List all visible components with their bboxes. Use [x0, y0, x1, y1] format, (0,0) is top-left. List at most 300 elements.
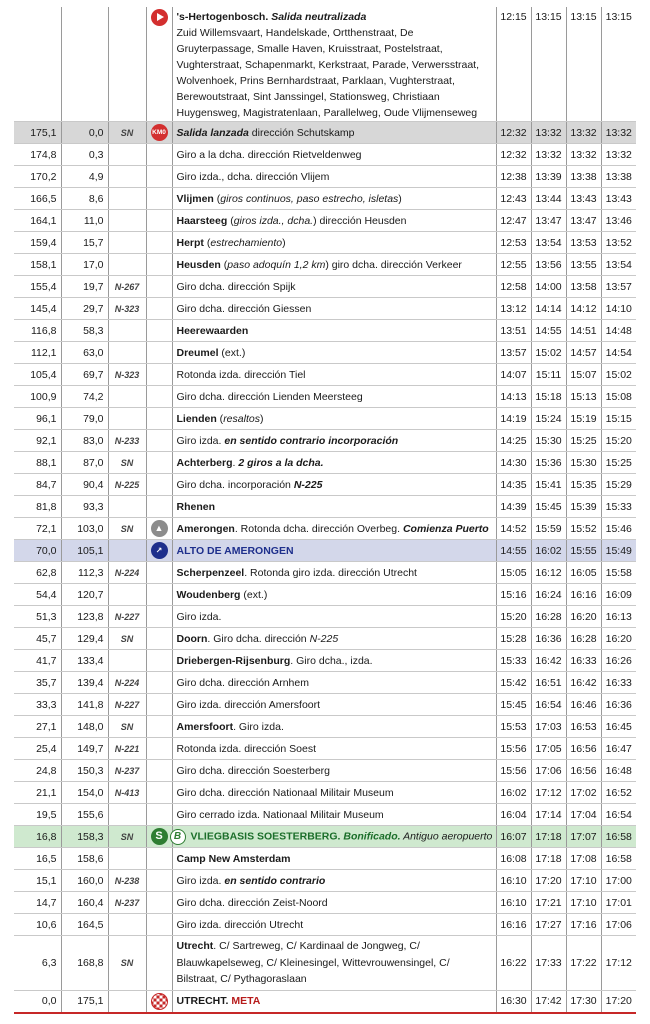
location-cell — [172, 144, 496, 166]
time-4: 13:52 — [601, 232, 636, 254]
row-icon-cell — [146, 848, 172, 870]
time-4: 15:25 — [601, 452, 636, 474]
km-to-go: 72,1 — [14, 518, 61, 540]
time-3: 16:16 — [566, 584, 601, 606]
time-3: 16:33 — [566, 650, 601, 672]
header-caption — [296, 0, 353, 1]
time-2: 13:47 — [531, 210, 566, 232]
time-1: 15:45 — [496, 694, 531, 716]
time-3: 15:07 — [566, 364, 601, 386]
location-text-segment: . Giro dcha., izda. — [290, 654, 373, 667]
time-1: 15:33 — [496, 650, 531, 672]
row-icon-cell — [146, 892, 172, 914]
km-to-go: 145,4 — [14, 298, 61, 320]
location-text-segment: en sentido contrario — [224, 874, 326, 887]
location-cell — [172, 804, 496, 826]
road-code — [108, 386, 146, 408]
location-text-segment: Giro cerrado izda. Nationaal Militair Museum — [176, 808, 384, 821]
km-done: 19,7 — [61, 276, 108, 298]
km-done: 87,0 — [61, 452, 108, 474]
row-icon-cell — [146, 122, 172, 144]
row-icon-cell — [146, 628, 172, 650]
km-to-go: 16,8 — [14, 826, 61, 848]
time-1: 16:08 — [496, 848, 531, 870]
location-text-segment: 2 giros a la dcha. — [238, 456, 324, 469]
time-4: 16:47 — [601, 738, 636, 760]
time-2: 17:05 — [531, 738, 566, 760]
road-code: N-323 — [108, 298, 146, 320]
km-done: 0,3 — [61, 144, 108, 166]
location-cell — [172, 320, 496, 342]
time-3: 16:53 — [566, 716, 601, 738]
table-row — [14, 826, 636, 848]
location-text-segment: resaltos — [223, 412, 260, 425]
table-row — [14, 144, 636, 166]
time-3: 16:56 — [566, 760, 601, 782]
time-1: 16:22 — [496, 936, 531, 991]
time-4: 13:57 — [601, 276, 636, 298]
location-cell — [172, 386, 496, 408]
time-3: 15:13 — [566, 386, 601, 408]
time-2: 17:14 — [531, 804, 566, 826]
time-1: 12:32 — [496, 122, 531, 144]
km-done: 141,8 — [61, 694, 108, 716]
road-code: N-267 — [108, 276, 146, 298]
km-to-go: 35,7 — [14, 672, 61, 694]
table-row — [14, 694, 636, 716]
km-to-go: 100,9 — [14, 386, 61, 408]
time-1: 16:07 — [496, 826, 531, 848]
time-1: 16:30 — [496, 990, 531, 1013]
time-2: 13:32 — [531, 144, 566, 166]
km-to-go: 10,6 — [14, 914, 61, 936]
road-code — [108, 990, 146, 1013]
row-icon-cell — [146, 188, 172, 210]
time-2: 15:11 — [531, 364, 566, 386]
location-text-segment: ( — [213, 192, 221, 205]
road-code: N-233 — [108, 430, 146, 452]
row-icon-cell — [146, 232, 172, 254]
location-cell — [172, 990, 496, 1013]
location-text-segment: ALTO DE AMERONGEN — [176, 544, 294, 557]
location-text-segment: Comienza Puerto — [402, 522, 489, 535]
time-1: 12:15 — [496, 7, 531, 122]
location-text-segment: Salida lanzada — [176, 126, 249, 139]
time-1: 16:16 — [496, 914, 531, 936]
location-cell — [172, 496, 496, 518]
time-3: 17:10 — [566, 892, 601, 914]
time-4: 17:12 — [601, 936, 636, 991]
location-text-segment: Giro izda. — [176, 434, 225, 447]
location-text-segment: Rotonda izda. dirección Tiel — [176, 368, 306, 381]
location-cell — [172, 782, 496, 804]
time-1: 15:56 — [496, 760, 531, 782]
location-text-segment: (ext.) — [240, 588, 268, 601]
location-text-segment: ) — [398, 192, 402, 205]
road-code: SN — [108, 936, 146, 991]
km-done: 93,3 — [61, 496, 108, 518]
time-4: 16:58 — [601, 826, 636, 848]
time-4: 15:49 — [601, 540, 636, 562]
location-text-segment: en sentido contrario incorporación — [224, 434, 399, 447]
row-icon-cell — [146, 782, 172, 804]
km-done: 63,0 — [61, 342, 108, 364]
km-done: 105,1 — [61, 540, 108, 562]
time-1: 14:39 — [496, 496, 531, 518]
location-text-segment: Giro izda. — [176, 874, 225, 887]
km-to-go: 170,2 — [14, 166, 61, 188]
time-2: 17:12 — [531, 782, 566, 804]
time-2: 13:15 — [531, 7, 566, 122]
km-to-go: 158,1 — [14, 254, 61, 276]
row-icon-cell — [146, 694, 172, 716]
road-code: SN — [108, 826, 146, 848]
km-done: 123,8 — [61, 606, 108, 628]
km-done: 158,3 — [61, 826, 108, 848]
time-4: 16:36 — [601, 694, 636, 716]
km-done: 58,3 — [61, 320, 108, 342]
km-to-go: 92,1 — [14, 430, 61, 452]
time-3: 17:04 — [566, 804, 601, 826]
row-icon-cell — [146, 144, 172, 166]
km-done: 168,8 — [61, 936, 108, 991]
location-cell — [172, 276, 496, 298]
location-cell — [172, 760, 496, 782]
road-code: N-237 — [108, 892, 146, 914]
location-text-segment: Giro a la dcha. dirección Rietveldenweg — [176, 148, 362, 161]
location-text-segment: Amerongen — [176, 522, 235, 535]
location-cell — [172, 474, 496, 496]
location-text-segment: Driebergen-Rijsenburg — [176, 654, 291, 667]
km-done: 69,7 — [61, 364, 108, 386]
location-cell — [172, 298, 496, 320]
time-2: 15:24 — [531, 408, 566, 430]
time-3: 15:19 — [566, 408, 601, 430]
road-code — [108, 342, 146, 364]
location-text-segment: estrechamiento — [210, 236, 283, 249]
location-text-segment: ) dirección Heusden — [313, 214, 407, 227]
road-code — [108, 166, 146, 188]
row-icon-cell — [146, 496, 172, 518]
time-4: 13:32 — [601, 122, 636, 144]
table-row — [14, 474, 636, 496]
km-to-go: 0,0 — [14, 990, 61, 1013]
location-text-segment: giros continuos, paso estrecho, isletas — [220, 192, 399, 205]
row-icon-cell — [146, 606, 172, 628]
table-row — [14, 166, 636, 188]
km-to-go — [14, 7, 61, 122]
road-code — [108, 188, 146, 210]
km-done: 160,0 — [61, 870, 108, 892]
row-icon-cell — [146, 210, 172, 232]
time-1: 16:10 — [496, 870, 531, 892]
location-cell — [172, 892, 496, 914]
time-3: 16:42 — [566, 672, 601, 694]
table-row — [14, 892, 636, 914]
km-to-go: 6,3 — [14, 936, 61, 991]
time-1: 16:02 — [496, 782, 531, 804]
location-text-segment: . — [232, 456, 239, 469]
km-done: 103,0 — [61, 518, 108, 540]
table-row — [14, 738, 636, 760]
location-cell — [172, 672, 496, 694]
km-to-go: 88,1 — [14, 452, 61, 474]
time-3: 13:32 — [566, 122, 601, 144]
km-done: 90,4 — [61, 474, 108, 496]
km-to-go: 175,1 — [14, 122, 61, 144]
km-done: 158,6 — [61, 848, 108, 870]
time-3: 13:38 — [566, 166, 601, 188]
row-icon-cell — [146, 914, 172, 936]
location-text-segment: Achterberg — [176, 456, 233, 469]
time-4: 16:20 — [601, 628, 636, 650]
time-2: 13:39 — [531, 166, 566, 188]
row-icon-cell — [146, 870, 172, 892]
time-4: 15:20 — [601, 430, 636, 452]
km-done: 17,0 — [61, 254, 108, 276]
km-to-go: 15,1 — [14, 870, 61, 892]
time-3: 17:10 — [566, 870, 601, 892]
location-text-segment: paso adoquín 1,2 km — [227, 258, 326, 271]
time-1: 15:20 — [496, 606, 531, 628]
road-code — [108, 232, 146, 254]
time-4: 13:43 — [601, 188, 636, 210]
row-icon-cell — [146, 738, 172, 760]
start-neutral-icon — [151, 9, 168, 26]
location-cell — [172, 650, 496, 672]
time-2: 16:51 — [531, 672, 566, 694]
location-text-segment: N-225 — [293, 478, 323, 491]
road-code: N-237 — [108, 760, 146, 782]
km-done: 150,3 — [61, 760, 108, 782]
location-text-segment: Haarsteeg — [176, 214, 228, 227]
time-4: 13:46 — [601, 210, 636, 232]
time-3: 17:08 — [566, 848, 601, 870]
time-1: 12:47 — [496, 210, 531, 232]
time-2: 14:14 — [531, 298, 566, 320]
table-row — [14, 386, 636, 408]
time-2: 17:21 — [531, 892, 566, 914]
time-4: 14:48 — [601, 320, 636, 342]
location-cell — [172, 936, 496, 991]
start-note: Salida neutralizada — [271, 11, 367, 23]
location-text-segment: (ext.) — [218, 346, 246, 359]
time-2: 16:42 — [531, 650, 566, 672]
km-to-go: 174,8 — [14, 144, 61, 166]
time-3: 15:30 — [566, 452, 601, 474]
location-text-segment: Camp New Amsterdam — [176, 852, 291, 865]
time-3: 16:20 — [566, 606, 601, 628]
km-done: 8,6 — [61, 188, 108, 210]
location-cell — [172, 7, 496, 122]
finish-flag-icon — [151, 993, 168, 1010]
road-code: N-221 — [108, 738, 146, 760]
km-to-go: 105,4 — [14, 364, 61, 386]
location-text-segment: VLIEGBASIS SOESTERBERG. — [190, 830, 341, 843]
road-code — [108, 144, 146, 166]
row-icon-cell — [146, 716, 172, 738]
row-icon-cell — [146, 342, 172, 364]
road-code: N-238 — [108, 870, 146, 892]
time-2: 15:02 — [531, 342, 566, 364]
location-cell — [172, 518, 496, 540]
location-text-segment: Dreumel — [176, 346, 219, 359]
row-icon-cell — [146, 7, 172, 122]
location-cell — [172, 452, 496, 474]
km-done: 11,0 — [61, 210, 108, 232]
km-done: 133,4 — [61, 650, 108, 672]
road-code — [108, 650, 146, 672]
row-icon-cell — [146, 936, 172, 991]
time-3: 16:05 — [566, 562, 601, 584]
km-to-go: 45,7 — [14, 628, 61, 650]
row-icon-cell — [146, 166, 172, 188]
km-to-go: 70,0 — [14, 540, 61, 562]
time-4: 14:54 — [601, 342, 636, 364]
location-text-segment: ( — [227, 214, 234, 227]
time-4: 16:45 — [601, 716, 636, 738]
table-row — [14, 188, 636, 210]
table-row — [14, 298, 636, 320]
km-done: 148,0 — [61, 716, 108, 738]
time-1: 13:12 — [496, 298, 531, 320]
location-text-segment: . Rotonda giro izda. dirección Utrecht — [244, 566, 417, 579]
location-cell — [172, 188, 496, 210]
time-2: 17:42 — [531, 990, 566, 1013]
time-3: 15:25 — [566, 430, 601, 452]
mountain-icon: ▲ — [151, 520, 168, 537]
location-text-segment: Giro izda., dcha. dirección Vlijem — [176, 170, 330, 183]
location-text-segment: Giro dcha. dirección Spijk — [176, 280, 296, 293]
time-2: 17:03 — [531, 716, 566, 738]
time-3: 14:12 — [566, 298, 601, 320]
table-row — [14, 562, 636, 584]
time-2: 15:18 — [531, 386, 566, 408]
table-row — [14, 782, 636, 804]
time-4: 17:00 — [601, 870, 636, 892]
location-text-segment: Heerewaarden — [176, 324, 249, 337]
row-icon-cell — [146, 672, 172, 694]
row-icon-cell — [146, 584, 172, 606]
row-icon-cell — [146, 650, 172, 672]
location-text-segment: Bonificado. — [340, 830, 401, 843]
location-text-segment: META — [231, 995, 261, 1007]
time-1: 14:25 — [496, 430, 531, 452]
time-2: 16:12 — [531, 562, 566, 584]
table-row — [14, 804, 636, 826]
km-done — [61, 7, 108, 122]
table-row — [14, 496, 636, 518]
time-3: 15:39 — [566, 496, 601, 518]
location-text-segment: . C/ Sartreweg, C/ Kardinaal de Jongweg, C/ Blauwkapelseweg, C/ Kleinesingel, Wittevrouwensingel, C/ Bilstraat, C/ Pythagoraslaan — [176, 940, 450, 985]
time-3: 13:32 — [566, 144, 601, 166]
time-4: 15:33 — [601, 496, 636, 518]
row-icon-cell — [146, 254, 172, 276]
km-to-go: 24,8 — [14, 760, 61, 782]
time-1: 12:55 — [496, 254, 531, 276]
time-3: 15:52 — [566, 518, 601, 540]
time-4: 17:06 — [601, 914, 636, 936]
location-text-segment: Giro izda. dirección Amersfoort — [176, 698, 321, 711]
time-1: 12:43 — [496, 188, 531, 210]
location-cell — [172, 540, 496, 562]
table-row — [14, 760, 636, 782]
time-2: 16:36 — [531, 628, 566, 650]
table-row — [14, 430, 636, 452]
location-text-segment: . Giro izda. — [233, 720, 284, 733]
time-3: 15:35 — [566, 474, 601, 496]
table-row — [14, 452, 636, 474]
km-to-go: 116,8 — [14, 320, 61, 342]
location-text-segment: Doorn — [176, 632, 208, 645]
location-text-segment: ( — [220, 258, 228, 271]
time-3: 13:15 — [566, 7, 601, 122]
time-2: 13:32 — [531, 122, 566, 144]
row-icon-cell — [146, 364, 172, 386]
table-row — [14, 672, 636, 694]
location-text-segment: Rotonda izda. dirección Soest — [176, 742, 316, 755]
time-2: 13:56 — [531, 254, 566, 276]
time-1: 15:56 — [496, 738, 531, 760]
location-text-segment: Herpt — [176, 236, 204, 249]
location-cell — [172, 122, 496, 144]
table-row — [14, 716, 636, 738]
time-1: 13:57 — [496, 342, 531, 364]
table-row — [14, 342, 636, 364]
table-row — [14, 628, 636, 650]
location-cell — [172, 232, 496, 254]
km-to-go: 41,7 — [14, 650, 61, 672]
time-3: 17:22 — [566, 936, 601, 991]
time-4: 16:54 — [601, 804, 636, 826]
location-cell — [172, 210, 496, 232]
time-2: 15:36 — [531, 452, 566, 474]
time-1: 14:35 — [496, 474, 531, 496]
km-to-go: 54,4 — [14, 584, 61, 606]
table-row — [14, 232, 636, 254]
location-text-segment: Giro dcha. dirección Zeist-Noord — [176, 896, 328, 909]
table-row — [14, 320, 636, 342]
start-town: 's-Hertogenbosch. — [176, 11, 269, 23]
time-1: 12:38 — [496, 166, 531, 188]
km-done: 29,7 — [61, 298, 108, 320]
table-row — [14, 364, 636, 386]
row-icon-cell — [146, 320, 172, 342]
row-icon-cell — [146, 474, 172, 496]
km-to-go: 19,5 — [14, 804, 61, 826]
location-cell — [172, 562, 496, 584]
table-row-start — [14, 7, 636, 122]
location-text-segment: Antiguo aeropuerto — [400, 830, 493, 843]
time-2: 17:33 — [531, 936, 566, 991]
km-to-go: 159,4 — [14, 232, 61, 254]
road-code: SN — [108, 518, 146, 540]
road-code: N-413 — [108, 782, 146, 804]
time-4: 17:20 — [601, 990, 636, 1013]
road-code — [108, 320, 146, 342]
time-1: 15:16 — [496, 584, 531, 606]
time-3: 16:28 — [566, 628, 601, 650]
location-text-segment: ) — [282, 236, 286, 249]
time-1: 14:52 — [496, 518, 531, 540]
time-1: 12:58 — [496, 276, 531, 298]
km-done: 155,6 — [61, 804, 108, 826]
km-done: 120,7 — [61, 584, 108, 606]
time-2: 17:18 — [531, 826, 566, 848]
location-cell — [172, 628, 496, 650]
time-1: 12:32 — [496, 144, 531, 166]
km-to-go: 14,7 — [14, 892, 61, 914]
